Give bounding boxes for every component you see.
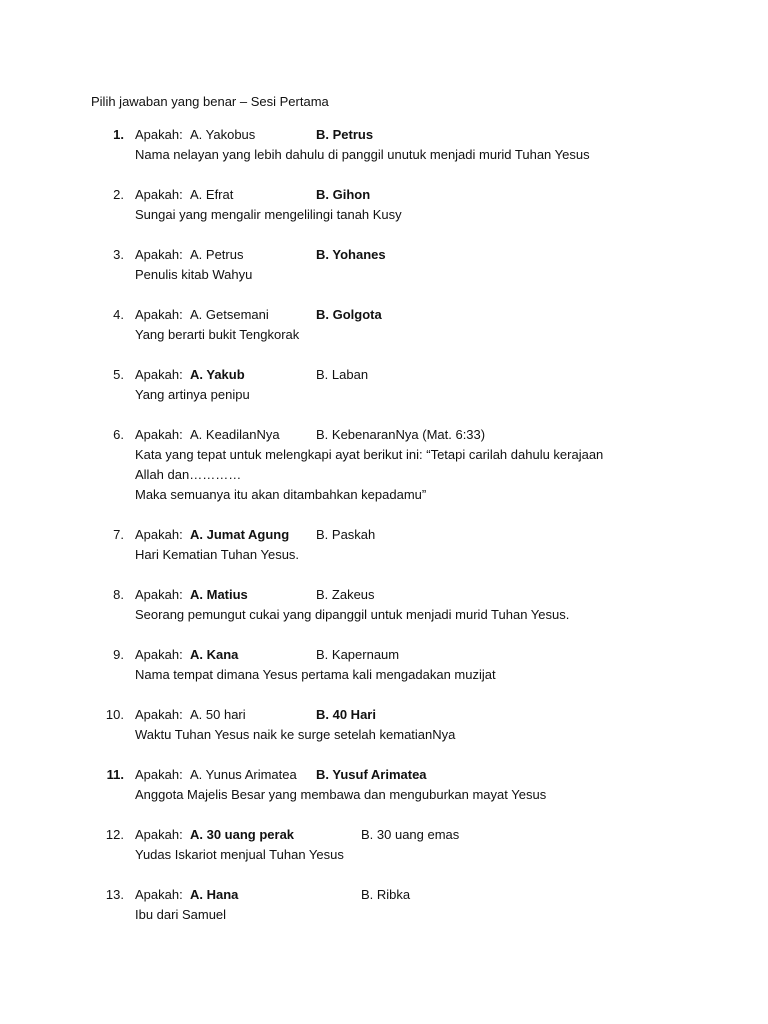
question-item [0, 125, 768, 165]
question-description: Yudas Iskariot menjual Tuhan Yesus [135, 847, 344, 862]
question-row [0, 125, 768, 145]
question-row [0, 525, 768, 545]
question-description: Nama nelayan yang lebih dahulu di panggil unutuk menjadi murid Tuhan Yesus [135, 147, 590, 162]
question-prompt: Apakah: [135, 647, 183, 662]
question-row [0, 645, 768, 665]
option-b: B. 30 uang emas [361, 827, 460, 842]
question-prompt: Apakah: [135, 587, 183, 602]
question-description: Yang artinya penipu [135, 387, 250, 402]
question-number: 12. [105, 827, 124, 842]
option-a: A. Kana [190, 647, 239, 662]
question-number: 6. [113, 427, 124, 442]
question-number: 2. [113, 187, 124, 202]
option-b: B. Gihon [316, 187, 371, 202]
question-prompt: Apakah: [135, 707, 183, 722]
question-item [0, 765, 768, 805]
question-description: Anggota Majelis Besar yang membawa dan menguburkan mayat Yesus [135, 787, 547, 802]
option-a: A. 50 hari [190, 707, 246, 722]
option-a: A. KeadilanNya [190, 427, 280, 442]
option-b: B. Yusuf Arimatea [316, 767, 427, 782]
question-prompt: Apakah: [135, 427, 183, 442]
option-a: A. Yunus Arimatea [190, 767, 297, 782]
option-a: A. Petrus [190, 247, 244, 262]
question-item [0, 825, 768, 865]
question-item [0, 185, 768, 225]
question-number: 9. [113, 647, 124, 662]
question-prompt: Apakah: [135, 127, 183, 142]
question-item [0, 645, 768, 685]
question-description: Yang berarti bukit Tengkorak [135, 327, 300, 342]
question-number: 7. [113, 527, 124, 542]
question-description: Penulis kitab Wahyu [135, 267, 253, 282]
question-prompt: Apakah: [135, 887, 183, 902]
question-item [0, 245, 768, 285]
option-b: B. 40 Hari [316, 707, 376, 722]
question-description: Seorang pemungut cukai yang dipanggil untuk menjadi murid Tuhan Yesus. [135, 607, 570, 622]
question-prompt: Apakah: [135, 247, 183, 262]
option-b: B. Golgota [316, 307, 382, 322]
question-prompt: Apakah: [135, 827, 183, 842]
question-row [0, 305, 768, 325]
option-b: B. Paskah [316, 527, 376, 542]
question-description: Nama tempat dimana Yesus pertama kali mengadakan muzijat [135, 667, 496, 682]
question-prompt: Apakah: [135, 367, 183, 382]
question-prompt: Apakah: [135, 527, 183, 542]
question-prompt: Apakah: [135, 767, 183, 782]
question-row [0, 425, 768, 445]
question-row [0, 705, 768, 725]
question-description: Ibu dari Samuel [135, 907, 227, 922]
question-row [0, 365, 768, 385]
question-item [0, 305, 768, 345]
question-number: 10. [105, 707, 124, 722]
question-number: 3. [113, 247, 124, 262]
question-row [0, 765, 768, 785]
question-item [0, 525, 768, 565]
question-description: Maka semuanya itu akan ditambahkan kepadamu” [135, 487, 427, 502]
option-a: A. 30 uang perak [190, 827, 295, 842]
question-number: 8. [113, 587, 124, 602]
option-a: A. Jumat Agung [190, 527, 290, 542]
question-item [0, 885, 768, 925]
question-prompt: Apakah: [135, 307, 183, 322]
question-description: Waktu Tuhan Yesus naik ke surge setelah kematianNya [135, 727, 456, 742]
question-number: 1. [113, 127, 124, 142]
question-row [0, 245, 768, 265]
question-number: 5. [113, 367, 124, 382]
question-row [0, 885, 768, 905]
question-item [0, 425, 768, 505]
question-number: 4. [113, 307, 124, 322]
question-item [0, 705, 768, 745]
option-b: B. KebenaranNya (Mat. 6:33) [316, 427, 486, 442]
question-description: Kata yang tepat untuk melengkapi ayat berikut ini: “Tetapi carilah dahulu kerajaan Allah dan………… [135, 447, 604, 482]
option-b: B. Petrus [316, 127, 374, 142]
question-prompt: Apakah: [135, 187, 183, 202]
question-row [0, 825, 768, 845]
option-a: A. Efrat [190, 187, 234, 202]
option-b: B. Laban [316, 367, 369, 382]
option-b: B. Ribka [361, 887, 411, 902]
question-description: Hari Kematian Tuhan Yesus. [135, 547, 300, 562]
question-item [0, 365, 768, 405]
question-row [0, 185, 768, 205]
option-a: A. Hana [190, 887, 239, 902]
option-b: B. Zakeus [316, 587, 375, 602]
page-heading: Pilih jawaban yang benar – Sesi Pertama [91, 94, 329, 109]
option-a: A. Yakub [190, 367, 245, 382]
option-a: A. Yakobus [190, 127, 256, 142]
option-a: A. Matius [190, 587, 248, 602]
question-row [0, 585, 768, 605]
option-b: B. Kapernaum [316, 647, 400, 662]
option-a: A. Getsemani [190, 307, 269, 322]
question-number: 11. [106, 767, 124, 782]
question-item [0, 585, 768, 625]
option-b: B. Yohanes [316, 247, 386, 262]
question-number: 13. [105, 887, 124, 902]
question-description: Sungai yang mengalir mengelilingi tanah Kusy [135, 207, 402, 222]
